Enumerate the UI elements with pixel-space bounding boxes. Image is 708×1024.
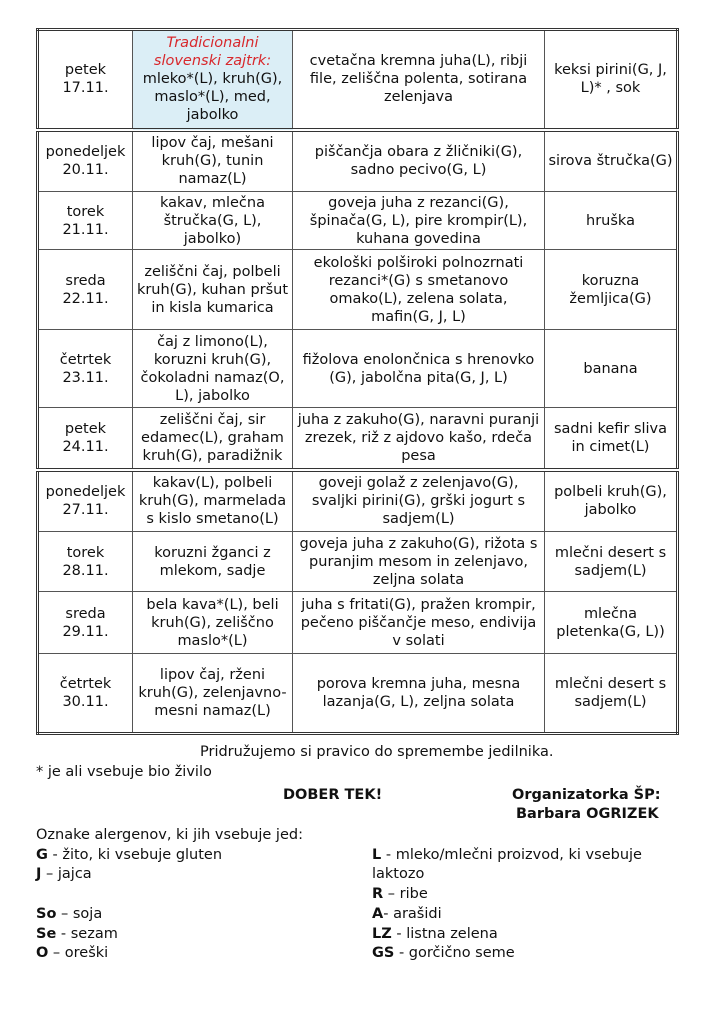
breakfast-cell bbox=[133, 654, 293, 734]
day-date: 27.11. bbox=[62, 502, 109, 519]
greeting: DOBER TEK! bbox=[283, 787, 383, 803]
snack-cell: sirova štručka(G) bbox=[545, 130, 678, 192]
lunch-cell: fižolova enolončnica s hrenovko (G), jabolčna pita(G, J, L) bbox=[293, 330, 545, 408]
day-date: 30.11. bbox=[62, 694, 109, 710]
breakfast-text: zeliščni čaj, sir edamec(L), graham kruh(G), paradižnik bbox=[141, 411, 284, 464]
bio-note: * je ali vsebuje bio živilo bbox=[36, 764, 212, 780]
day-name: sreda bbox=[65, 605, 106, 622]
organizer-title: Organizatorka ŠP: bbox=[512, 787, 661, 803]
breakfast-text: kakav, mlečna štručka(G, L), jabolko) bbox=[160, 194, 265, 247]
allergen-item: Se - sezam bbox=[36, 926, 118, 942]
breakfast-cell bbox=[133, 592, 293, 654]
day-date: 23.11. bbox=[62, 369, 109, 386]
day-name: sreda bbox=[65, 272, 106, 289]
menu-row bbox=[38, 330, 678, 408]
day-cell bbox=[38, 532, 133, 592]
breakfast-text: čaj z limono(L), koruzni kruh(G), čokoladni namaz(O, L), jabolko bbox=[140, 333, 285, 404]
day-date: 22.11. bbox=[62, 290, 109, 307]
allergen-item: O – oreški bbox=[36, 945, 109, 961]
allergen-item: R – ribe bbox=[372, 886, 428, 902]
menu-row bbox=[38, 30, 678, 130]
snack-cell: banana bbox=[545, 330, 678, 408]
snack-cell: mlečni desert s sadjem(L) bbox=[545, 654, 678, 734]
day-cell bbox=[38, 330, 133, 408]
menu-change-note: Pridružujemo si pravico do spremembe jedilnika. bbox=[200, 744, 554, 760]
lunch-cell: juha s fritati(G), pražen krompir, pečeno piščančje meso, endivija v solati bbox=[293, 592, 545, 654]
breakfast-cell bbox=[133, 130, 293, 192]
breakfast-cell bbox=[133, 532, 293, 592]
lunch-cell: goveja juha z zakuho(G), rižota s puranjim mesom in zelenjavo, zeljna solata bbox=[293, 532, 545, 592]
day-name: četrtek bbox=[59, 351, 112, 368]
menu-row bbox=[38, 130, 678, 192]
day-name: četrtek bbox=[59, 676, 112, 692]
day-name: torek bbox=[66, 203, 105, 220]
allergen-item: So – soja bbox=[36, 906, 103, 922]
breakfast-cell bbox=[133, 470, 293, 532]
menu-row bbox=[38, 470, 678, 532]
day-name: ponedeljek bbox=[45, 484, 126, 501]
menu-row bbox=[38, 532, 678, 592]
breakfast-text: zeliščni čaj, polbeli kruh(G), kuhan pršut in kisla kumarica bbox=[136, 263, 289, 316]
menu-table bbox=[36, 28, 679, 735]
lunch-cell: porova kremna juha, mesna lazanja(G, L), zeljna solata bbox=[293, 654, 545, 734]
day-date: 17.11. bbox=[62, 80, 109, 97]
menu-row bbox=[38, 408, 678, 470]
snack-cell: mlečni desert s sadjem(L) bbox=[545, 532, 678, 592]
day-cell bbox=[38, 408, 133, 470]
day-name: torek bbox=[66, 544, 105, 561]
lunch-cell: goveji golaž z zelenjavo(G), svaljki pirini(G), grški jogurt s sadjem(L) bbox=[293, 470, 545, 532]
breakfast-cell bbox=[133, 250, 293, 330]
allergen-item: laktozo bbox=[372, 866, 425, 882]
day-name: petek bbox=[64, 62, 107, 79]
lunch-cell: juha z zakuho(G), naravni puranji zrezek, riž z ajdovo kašo, rdeča pesa bbox=[293, 408, 545, 470]
breakfast-text: lipov čaj, rženi kruh(G), zelenjavno-mesni namaz(L) bbox=[138, 667, 287, 719]
breakfast-text: kakav(L), polbeli kruh(G), marmelada s kislo smetano(L) bbox=[138, 475, 287, 528]
breakfast-cell bbox=[133, 30, 293, 130]
menu-row bbox=[38, 250, 678, 330]
lunch-cell: piščančja obara z žličniki(G), sadno pecivo(G, L) bbox=[293, 130, 545, 192]
breakfast-text: mleko*(L), kruh(G), maslo*(L), med, jabolko bbox=[142, 71, 283, 124]
day-cell bbox=[38, 130, 133, 192]
day-cell bbox=[38, 250, 133, 330]
day-name: ponedeljek bbox=[45, 144, 126, 161]
breakfast-text: koruzni žganci z mlekom, sadje bbox=[154, 544, 271, 579]
snack-cell: polbeli kruh(G), jabolko bbox=[545, 470, 678, 532]
snack-cell: mlečna pletenka(G, L)) bbox=[545, 592, 678, 654]
day-name: petek bbox=[64, 420, 107, 437]
day-cell bbox=[38, 654, 133, 734]
allergen-item: J – jajca bbox=[36, 866, 92, 882]
breakfast-text: lipov čaj, mešani kruh(G), tunin namaz(L) bbox=[151, 135, 274, 188]
breakfast-cell bbox=[133, 330, 293, 408]
day-date: 20.11. bbox=[62, 162, 109, 179]
snack-cell: koruzna žemljica(G) bbox=[545, 250, 678, 330]
day-date: 29.11. bbox=[62, 623, 109, 640]
breakfast-cell bbox=[133, 192, 293, 250]
allergen-item: LZ - listna zelena bbox=[372, 926, 498, 942]
allergen-item: GS - gorčično seme bbox=[372, 945, 515, 961]
lunch-cell: goveja juha z rezanci(G), špinača(G, L), pire krompir(L), kuhana govedina bbox=[293, 192, 545, 250]
day-date: 24.11. bbox=[62, 438, 109, 455]
traditional-breakfast-label: Tradicionalni slovenski zajtrk: bbox=[153, 35, 272, 70]
snack-cell: sadni kefir sliva in cimet(L) bbox=[545, 408, 678, 470]
day-cell bbox=[38, 192, 133, 250]
day-date: 28.11. bbox=[62, 562, 109, 579]
organizer-name: Barbara OGRIZEK bbox=[516, 806, 659, 822]
menu-row bbox=[38, 592, 678, 654]
snack-cell: keksi pirini(G, J, L)* , sok bbox=[545, 30, 678, 130]
day-date: 21.11. bbox=[62, 221, 109, 238]
lunch-cell: cvetačna kremna juha(L), ribji file, zeliščna polenta, sotirana zelenjava bbox=[293, 30, 545, 130]
day-cell bbox=[38, 470, 133, 532]
allergen-item: G - žito, ki vsebuje gluten bbox=[36, 847, 223, 863]
menu-row bbox=[38, 192, 678, 250]
allergen-item: L - mleko/mlečni proizvod, ki vsebuje bbox=[372, 847, 642, 863]
day-cell bbox=[38, 30, 133, 130]
allergen-item: A- arašidi bbox=[372, 906, 442, 922]
day-cell bbox=[38, 592, 133, 654]
breakfast-text: bela kava*(L), beli kruh(G), zeliščno maslo*(L) bbox=[146, 596, 279, 649]
snack-cell: hruška bbox=[545, 192, 678, 250]
allergen-title: Oznake alergenov, ki jih vsebuje jed: bbox=[36, 827, 303, 843]
lunch-cell: ekološki polširoki polnozrnati rezanci*(G) s smetanovo omako(L), zelena solata, mafin(G, J, L) bbox=[293, 250, 545, 330]
breakfast-cell bbox=[133, 408, 293, 470]
menu-row bbox=[38, 654, 678, 734]
